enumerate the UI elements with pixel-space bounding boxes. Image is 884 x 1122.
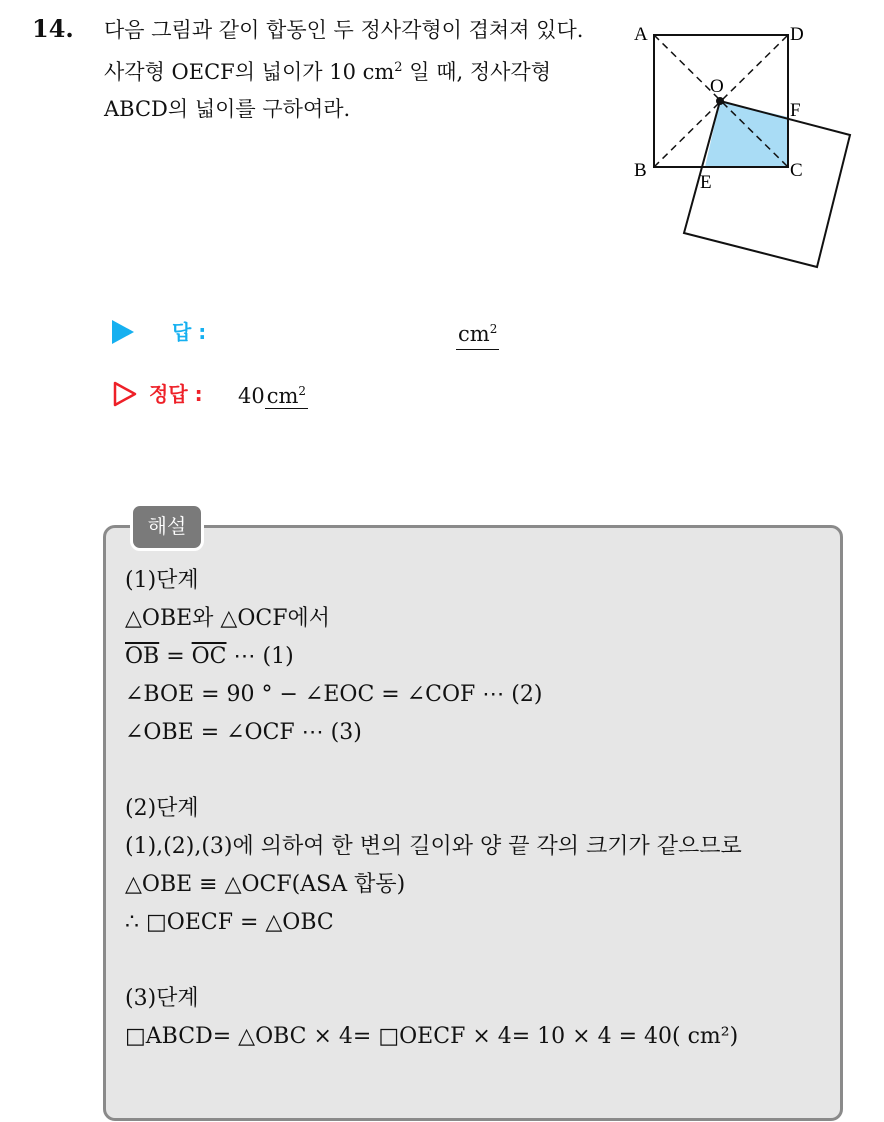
label-d: D	[790, 24, 804, 45]
question-number: 14.	[32, 14, 74, 43]
correct-value: 40	[238, 384, 265, 408]
correct-label: 정답 :	[149, 382, 203, 406]
solution-line	[125, 752, 742, 790]
solution-line-eq	[125, 638, 742, 676]
label-o: O	[710, 76, 724, 97]
label-a: A	[634, 24, 648, 45]
solution-line: □ABCD= △OBC × 4= □OECF × 4= 10 × 4 = 40( cm²)	[125, 1024, 739, 1049]
solution-tag: 해설	[130, 503, 204, 551]
solution-lines	[125, 562, 742, 1056]
segment-ob: $\overline{OB}$	[125, 644, 160, 669]
solution-line: (1)단계	[125, 568, 199, 593]
label-c: C	[790, 160, 803, 181]
solution-line: (1),(2),(3)에 의하여 한 변의 길이와 양 끝 각의 크기가 같으므로	[125, 834, 742, 859]
answer-unit: cm	[458, 322, 490, 346]
solution-line: (3)단계	[125, 986, 199, 1011]
correct-unit-wrap	[265, 384, 308, 409]
geometry-figure	[630, 18, 870, 278]
correct-value-wrap	[238, 376, 308, 411]
eq-mid: =	[159, 644, 192, 669]
segment-oc: $\overline{OC}$	[191, 644, 227, 669]
correct-unit-sup: 2	[298, 384, 307, 398]
label-f: F	[790, 100, 801, 121]
answer-input[interactable]	[456, 314, 499, 350]
answer-label: 답 :	[172, 320, 207, 344]
solution-line: ∴ □OECF = △OBC	[125, 910, 334, 935]
solution-line	[125, 942, 742, 980]
play-icon	[112, 320, 134, 344]
solution-line: (2)단계	[125, 796, 199, 821]
label-e: E	[700, 172, 712, 193]
answer-row	[112, 314, 532, 350]
center-point-o	[716, 97, 724, 105]
question-text-part2: 일 때, 정사각형 ABCD의 넓이를 구하여라.	[104, 60, 551, 121]
solution-line: ∠OBE = ∠OCF ⋯ (3)	[125, 720, 362, 745]
solution-line: △OBE와 △OCF에서	[125, 606, 330, 631]
answer-unit-sup: 2	[489, 322, 498, 336]
question-text-part1: 다음 그림과 같이 합동인 두 정사각형이 겹쳐져 있다. 사각형 OECF의 넓이가 10 cm	[104, 18, 584, 84]
solution-line: ∠BOE = 90 ° − ∠EOC = ∠COF ⋯ (2)	[125, 682, 543, 707]
outline-play-icon	[112, 381, 138, 407]
correct-unit: cm	[266, 384, 299, 408]
question-text-sup: 2	[394, 60, 403, 75]
eq-tail: ⋯ (1)	[226, 644, 294, 669]
label-b: B	[634, 160, 647, 181]
question-text	[104, 12, 604, 128]
solution-line: △OBE ≡ △OCF(ASA 합동)	[125, 872, 406, 897]
